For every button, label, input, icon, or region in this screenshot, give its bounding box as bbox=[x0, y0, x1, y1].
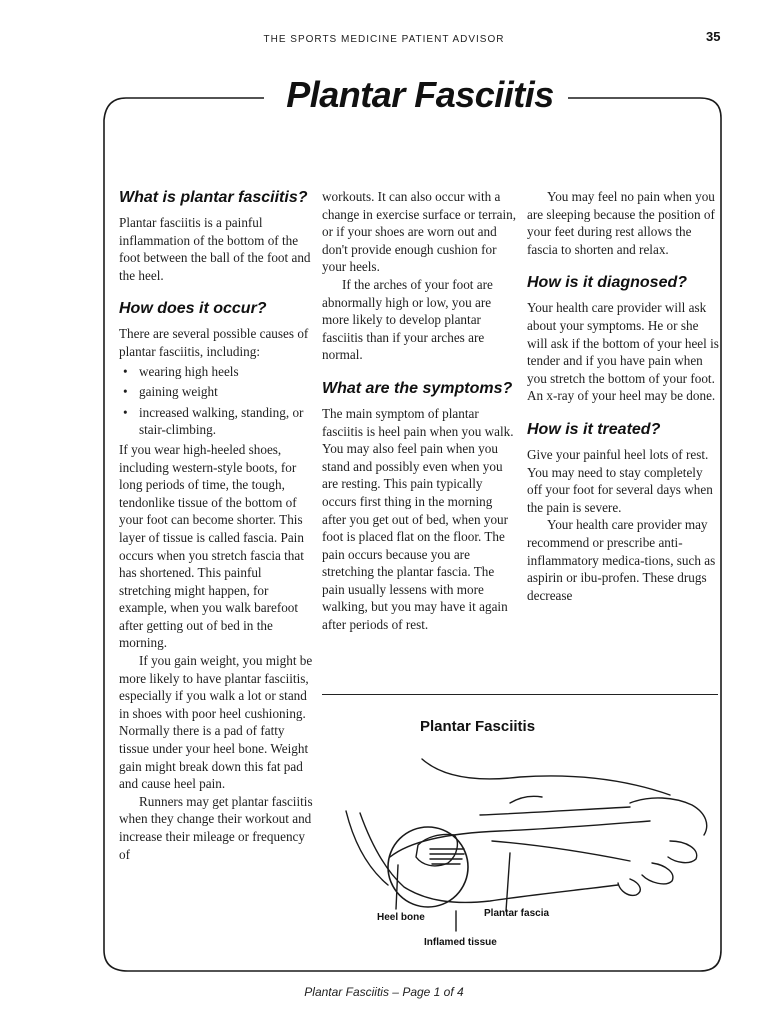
running-head: THE SPORTS MEDICINE PATIENT ADVISOR bbox=[263, 34, 505, 45]
paragraph-definition: Plantar fasciitis is a painful inflammation of the bottom of the foot between the ball of the foot and the heel. bbox=[119, 215, 311, 283]
list-item: • gaining weight bbox=[133, 383, 315, 401]
paragraph-workouts: workouts. It can also occur with a change in exercise surface or terrain, or if your shoes are worn out and don't provide enough cushion for your heels. bbox=[322, 189, 517, 275]
paragraph-sleep: You may feel no pain when you are sleeping because the position of your feet during rest allows the fascia to shorten and relax. bbox=[527, 189, 715, 257]
paragraph-symptoms: The main symptom of plantar fasciitis is heel pain when you walk. You may also feel pain when you stand and possibly even when you are resting. This pain typically occurs first thing in the morning after you get out of bed, when your foot is placed flat on the floor. The pain occurs because you are stretching the plantar fascia. The pain usually lessens with more walking, but you may have it again after periods of rest. bbox=[322, 405, 514, 633]
heading-treated: How is it treated? bbox=[527, 420, 661, 438]
page-footer: Plantar Fasciitis – Page 1 of 4 bbox=[304, 985, 464, 999]
list-item: • wearing high heels bbox=[133, 363, 315, 381]
heading-what-is: What is plantar fasciitis? bbox=[119, 189, 308, 206]
page-number: 35 bbox=[706, 29, 721, 44]
column-2 bbox=[322, 188, 518, 634]
page-title: Plantar Fasciitis bbox=[286, 74, 554, 115]
paragraph-diagnosed: Your health care provider will ask about your symptoms. He or she will ask if the bottom of your heel is tender and if you have pain when you stretch the bottom of your foot. An x-ray of your heel may be done. bbox=[527, 300, 719, 404]
label-plantar-fascia: Plantar fascia bbox=[484, 908, 550, 919]
causes-list bbox=[119, 363, 315, 439]
heading-symptoms: What are the symptoms? bbox=[322, 379, 513, 397]
column-1 bbox=[119, 188, 315, 863]
column-3 bbox=[527, 188, 719, 604]
label-heel-bone: Heel bone bbox=[377, 912, 425, 923]
figure-title: Plantar Fasciitis bbox=[420, 718, 536, 735]
heading-how-occur: How does it occur? bbox=[119, 300, 267, 318]
paragraph-runners: Runners may get plantar fasciitis when they change their workout and increase their mileage or frequency of bbox=[119, 793, 313, 862]
heading-diagnosed: How is it diagnosed? bbox=[527, 274, 688, 292]
paragraph-causes: There are several possible causes of plantar fasciitis, including: bbox=[119, 326, 309, 359]
figure-divider bbox=[322, 694, 718, 695]
paragraph-arches: If the arches of your foot are abnormally high or low, you are more likely to develop plantar fasciitis than if your arches are normal. bbox=[322, 276, 493, 363]
paragraph-high-heels: If you wear high-heeled shoes, including western-style boots, for long periods of time, the tough, tendonlike tissue of the bottom of your foot can become shorter. This layer of tissue is called fascia. Pain occurs when you stretch fascia that has shortened. This painful stretching might happen, for example, when you walk barefoot after getting out of bed in the morning. bbox=[119, 441, 304, 651]
paragraph-weight: If you gain weight, you might be more likely to have plantar fasciitis, especially if you walk a lot or stand in shoes with poor heel cushioning. Normally there is a pad of fatty tissue under your heel bone. Weight gain might break down this fat pad and cause heel pain. bbox=[119, 653, 313, 792]
paragraph-rest: Give your painful heel lots of rest. You may need to stay completely off your foot for several days when the pain is severe. bbox=[527, 446, 713, 515]
list-item: • increased walking, standing, or stair-climbing. bbox=[133, 404, 315, 439]
label-inflamed-tissue: Inflamed tissue bbox=[424, 937, 497, 948]
paragraph-medications: Your health care provider may recommend or prescribe anti-inflammatory medica-tions, such as aspirin or ibu-profen. These drugs decrease bbox=[527, 517, 716, 603]
